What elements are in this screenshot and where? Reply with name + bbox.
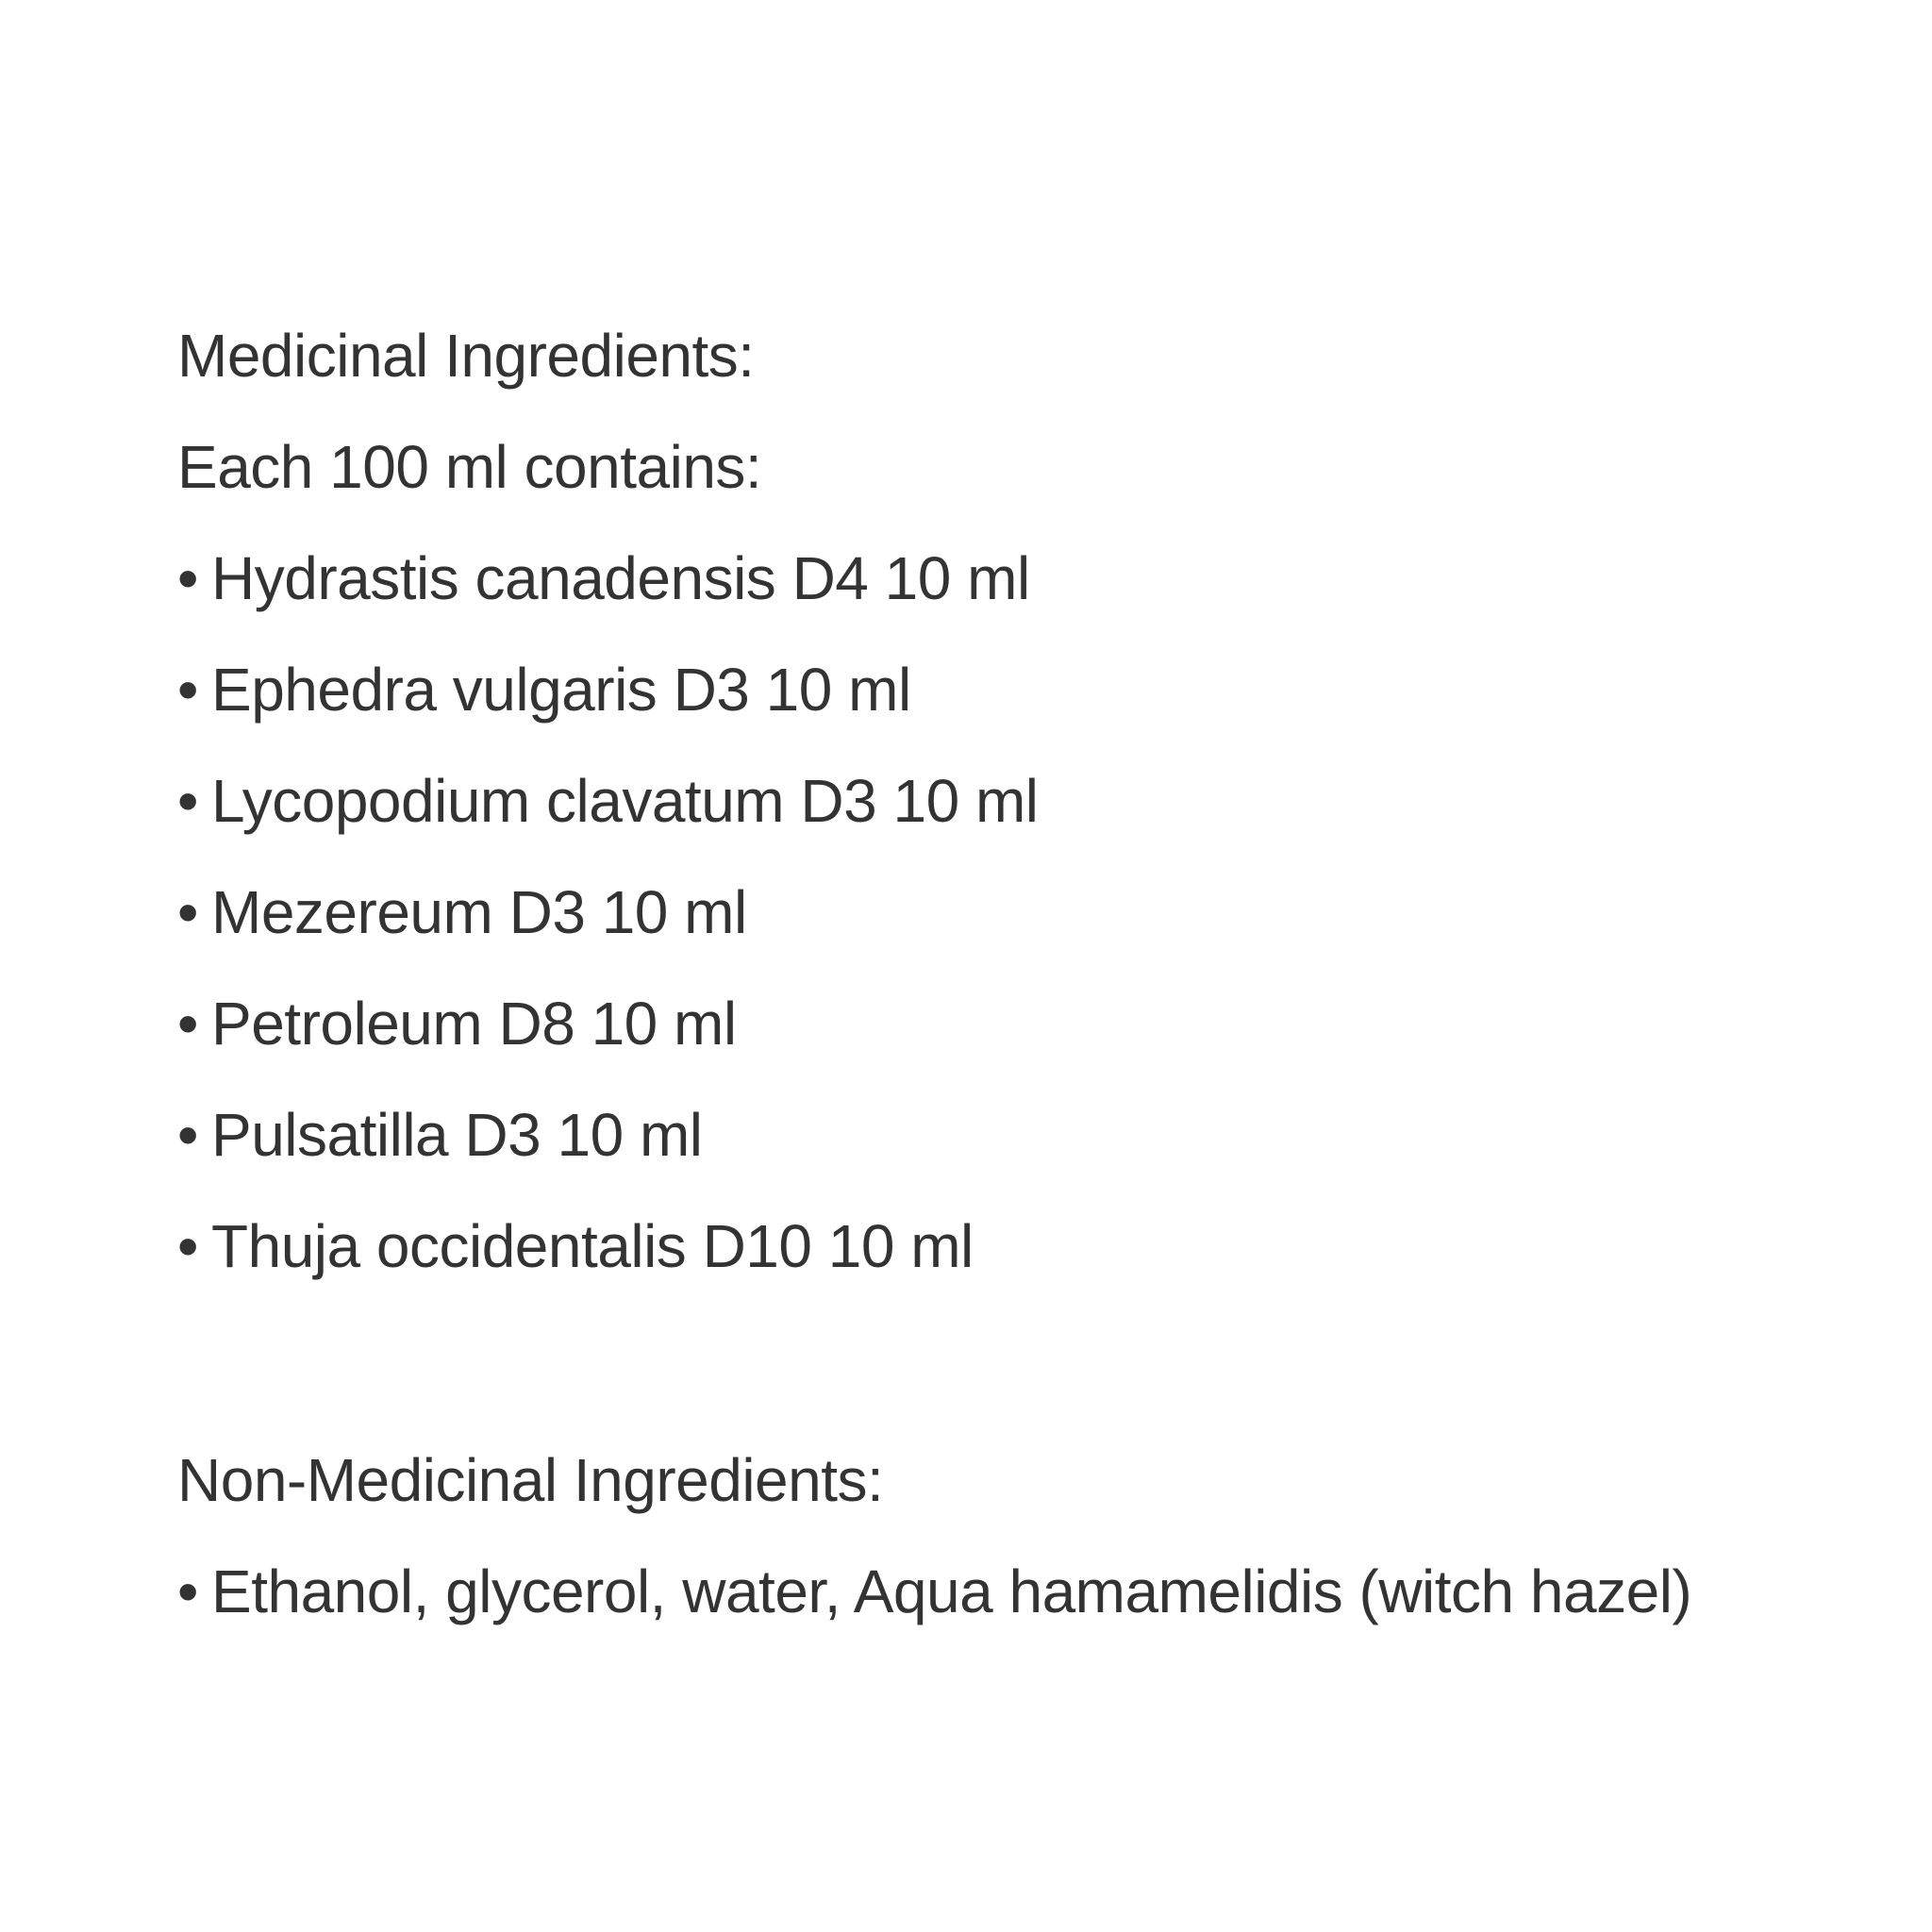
bullet-icon: • bbox=[177, 656, 198, 724]
medicinal-item-text: Mezereum D3 10 ml bbox=[211, 878, 747, 946]
bullet-icon: • bbox=[177, 544, 198, 612]
medicinal-item bbox=[177, 1191, 1875, 1302]
medicinal-item-text: Ephedra vulgaris D3 10 ml bbox=[211, 656, 911, 724]
ingredients-document bbox=[177, 300, 1875, 1647]
medicinal-item bbox=[177, 857, 1875, 968]
medicinal-item-text: Hydrastis canadensis D4 10 ml bbox=[211, 544, 1030, 612]
medicinal-item bbox=[177, 745, 1875, 857]
bullet-icon: • bbox=[177, 1101, 198, 1169]
non-medicinal-item-text: Ethanol, glycerol, water, Aqua hamamelidis (witch hazel) bbox=[211, 1557, 1692, 1625]
medicinal-item-text: Lycopodium clavatum D3 10 ml bbox=[211, 767, 1039, 835]
medicinal-item-text: Petroleum D8 10 ml bbox=[211, 990, 737, 1058]
medicinal-heading: Medicinal Ingredients: bbox=[177, 322, 755, 390]
bullet-icon: • bbox=[177, 1212, 198, 1280]
medicinal-item bbox=[177, 968, 1875, 1079]
medicinal-item bbox=[177, 634, 1875, 745]
non-medicinal-item bbox=[177, 1536, 1875, 1647]
bullet-icon: • bbox=[177, 1557, 198, 1625]
medicinal-item bbox=[177, 1079, 1875, 1191]
medicinal-subheading: Each 100 ml contains: bbox=[177, 433, 762, 501]
medicinal-item bbox=[177, 523, 1875, 634]
bullet-icon: • bbox=[177, 767, 198, 835]
medicinal-item-text: Pulsatilla D3 10 ml bbox=[211, 1101, 703, 1169]
bullet-icon: • bbox=[177, 990, 198, 1058]
bullet-icon: • bbox=[177, 878, 198, 946]
medicinal-item-text: Thuja occidentalis D10 10 ml bbox=[211, 1212, 974, 1280]
non-medicinal-heading: Non-Medicinal Ingredients: bbox=[177, 1446, 884, 1514]
section-spacer bbox=[177, 1302, 1875, 1424]
